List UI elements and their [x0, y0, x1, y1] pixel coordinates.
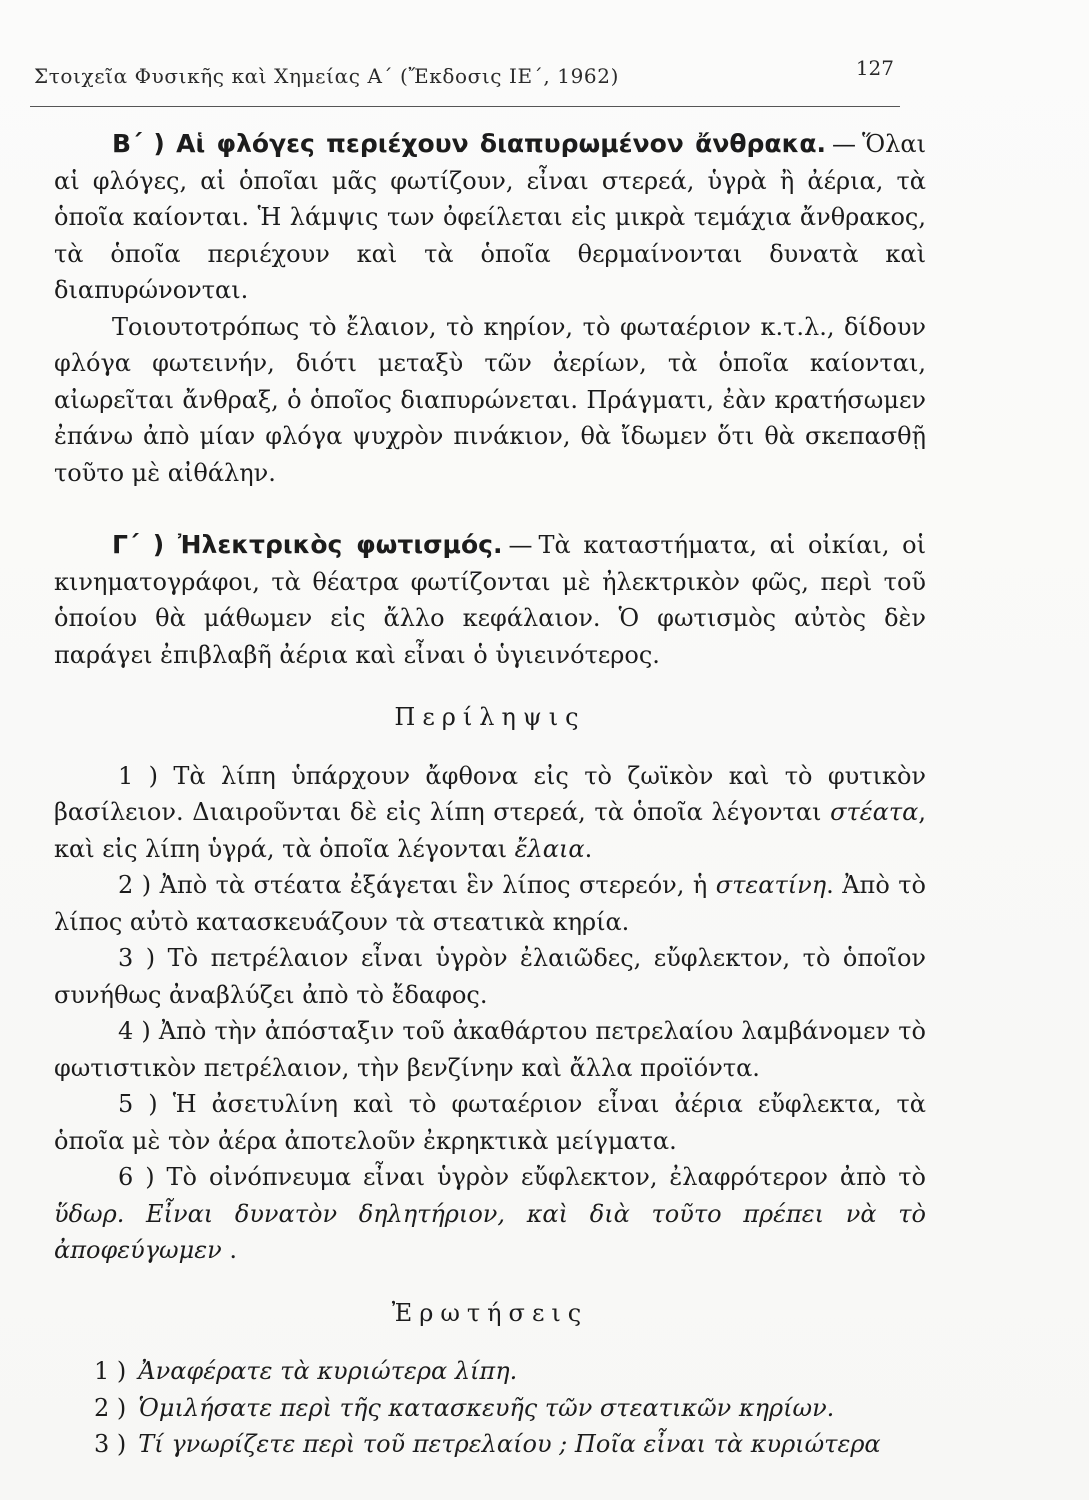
- question-1-text: Ἀναφέρατε τὰ κυριώτερα λίπη.: [138, 1357, 518, 1385]
- summary-heading: Περίληψις: [394, 703, 586, 731]
- question-3-text: Τί γνωρίζετε περὶ τοῦ πετρελαίου ; Ποῖα εἶναι τὰ κυριώτερα: [138, 1430, 881, 1458]
- section-c-text-1: Τὰ καταστήματα, αἱ οἰκίαι, οἱ κινηματογράφοι, τὰ θέατρα φωτίζονται μὲ ἠλεκτρικὸν φῶς, περὶ τοῦ ὁποίου θὰ μάθωμεν εἰς ἄλλο κεφάλαιον. Ὁ φωτισμὸς αὐτὸς δὲν παράγει ἐπιβλαβῆ ἀέρια καὶ εἶναι ὁ ὑγιεινότερος.: [54, 531, 926, 669]
- summary-item-2-text-a: Ἀπὸ τὰ στέατα ἐξάγεται ἓν λίπος στερεόν, ἡ: [159, 871, 716, 899]
- section-c: [54, 527, 926, 673]
- questions-heading: Ἐρωτήσεις: [391, 1298, 589, 1327]
- page-body: [54, 126, 926, 1463]
- summary-item-3: [54, 940, 926, 1013]
- section-b-paragraph-1: [54, 126, 926, 309]
- summary-item-6-text-a: Τὸ οἰνόπνευμα εἶναι ὑγρὸν εὔφλεκτον, ἐλαφρότερον ἀπὸ τὸ: [166, 1163, 926, 1191]
- summary-item-3-number: 3 ): [118, 944, 156, 972]
- summary-item-2-em-a: στεατίνη: [715, 871, 827, 899]
- section-b-paragraph-2: Τοιουτοτρόπως τὸ ἔλαιον, τὸ κηρίον, τὸ φωταέριον κ.τ.λ., δίδουν φλόγα φωτεινήν, διότι μεταξὺ τῶν ἀερίων, τὰ ὁποῖα καίονται, αἰωρεῖται ἄνθραξ, ὁ ὁποῖος διαπυρώνεται. Πράγματι, ἐὰν κρατήσωμεν ἐπάνω ἀπὸ μίαν φλόγα ψυχρὸν πινάκιον, θὰ ἴδωμεν ὅτι θὰ σκεπασθῇ τοῦτο μὲ αἰθάλην.: [54, 312, 926, 487]
- header-rule: [30, 106, 900, 107]
- summary-item-4-number: 4 ): [118, 1017, 151, 1045]
- summary-item-5-text: Ἡ ἀσετυλίνη καὶ τὸ φωταέριον εἶναι ἀέρια εὔφλεκτα, τὰ ὁποῖα μὲ τὸν ἀέρα ἀποτελοῦν ἐκρηκτικὰ μείγματα.: [54, 1090, 926, 1155]
- summary-item-1-text-a: Τὰ λίπη ὑπάρχουν ἄφθονα εἰς τὸ ζωϊκὸν καὶ τὸ φυτικὸν βασίλειον. Διαιροῦνται δὲ εἰς λίπη στερεά, τὰ ὁποῖα λέγονται: [54, 761, 926, 826]
- question-2-text: Ὁμιλήσατε περὶ τῆς κατασκευῆς τῶν στεατικῶν κηρίων.: [138, 1393, 835, 1422]
- summary-item-6-text-b: .: [221, 1236, 237, 1264]
- section-c-paragraph-1: [54, 527, 926, 673]
- summary-item-1-em-b: ἔλαια: [514, 834, 585, 863]
- summary-item-3-text: Τὸ πετρέλαιον εἶναι ὑγρὸν ἐλαιῶδες, εὔφλεκτον, τὸ ὁποῖον συνήθως ἀναβλύζει ἀπὸ τὸ ἔδαφος.: [54, 944, 926, 1009]
- summary-item-1-number: 1 ): [118, 761, 159, 790]
- summary-item-5: [54, 1086, 926, 1159]
- section-c-title: Γ΄ ) Ἠλεκτρικὸς φωτισμός.: [112, 530, 503, 559]
- summary-item-2-text-b: . Ἀπὸ τὸ λίπος αὐτὸ κατασκευάζουν τὰ στεατικὰ κηρία.: [54, 871, 926, 936]
- summary-list: [54, 758, 926, 1269]
- section-c-dash: —: [508, 531, 533, 559]
- question-1: [94, 1353, 926, 1390]
- question-3-number: 3 ): [94, 1430, 127, 1458]
- summary-item-1-em-a: στέατα: [830, 798, 919, 826]
- question-2-number: 2 ): [94, 1393, 127, 1422]
- summary-item-1-text-c: .: [584, 834, 593, 863]
- section-b: [54, 126, 926, 491]
- question-1-number: 1 ): [94, 1357, 127, 1385]
- question-2: [94, 1390, 926, 1427]
- summary-item-6-em-a: ὕδωρ. Εἶναι δυνατὸν δηλητήριον, καὶ διὰ τοῦτο πρέπει νὰ τὸ ἀποφεύγωμεν: [54, 1199, 926, 1264]
- summary-item-4-text: Ἀπὸ τὴν ἀπόσταξιν τοῦ ἀκαθάρτου πετρελαίου λαμβάνομεν τὸ φωτιστικὸν πετρέλαιον, τὴν βενζίνην καὶ ἄλλα προϊόντα.: [54, 1017, 926, 1082]
- summary-item-2-number: 2 ): [118, 871, 152, 899]
- page-header: [34, 56, 894, 92]
- summary-item-5-number: 5 ): [118, 1090, 158, 1118]
- summary-item-6: [54, 1159, 926, 1269]
- page-number: 127: [855, 56, 894, 80]
- summary-item-1: [54, 758, 926, 868]
- section-b-title: Β΄ ) Αἱ φλόγες περιέχουν διαπυρωμένον ἄνθρακα.: [112, 129, 827, 158]
- question-3: [94, 1426, 926, 1463]
- summary-item-6-number: 6 ): [118, 1163, 155, 1191]
- summary-item-4: [54, 1013, 926, 1086]
- section-b-dash: —: [832, 130, 857, 158]
- summary-item-2: [54, 867, 926, 940]
- summary-item-1-text-b: , καὶ εἰς λίπη ὑγρά, τὰ ὁποῖα λέγονται: [54, 798, 926, 863]
- questions-list: [94, 1353, 926, 1463]
- running-title: Στοιχεῖα Φυσικῆς καὶ Χημείας Α΄ (Ἔκδοσις ΙΕ΄, 1962): [34, 64, 619, 88]
- section-b-text-1: Ὅλαι αἱ φλόγες, αἱ ὁποῖαι μᾶς φωτίζουν, εἶναι στερεά, ὑγρὰ ἢ ἀέρια, τὰ ὁποῖα καίονται. Ἡ λάμψις των ὀφείλεται εἰς μικρὰ τεμάχια ἄνθρακος, τὰ ὁποῖα περιέχουν καὶ τὰ ὁποῖα θερμαίνονται δυνατὰ καὶ διαπυρώνονται.: [54, 130, 926, 304]
